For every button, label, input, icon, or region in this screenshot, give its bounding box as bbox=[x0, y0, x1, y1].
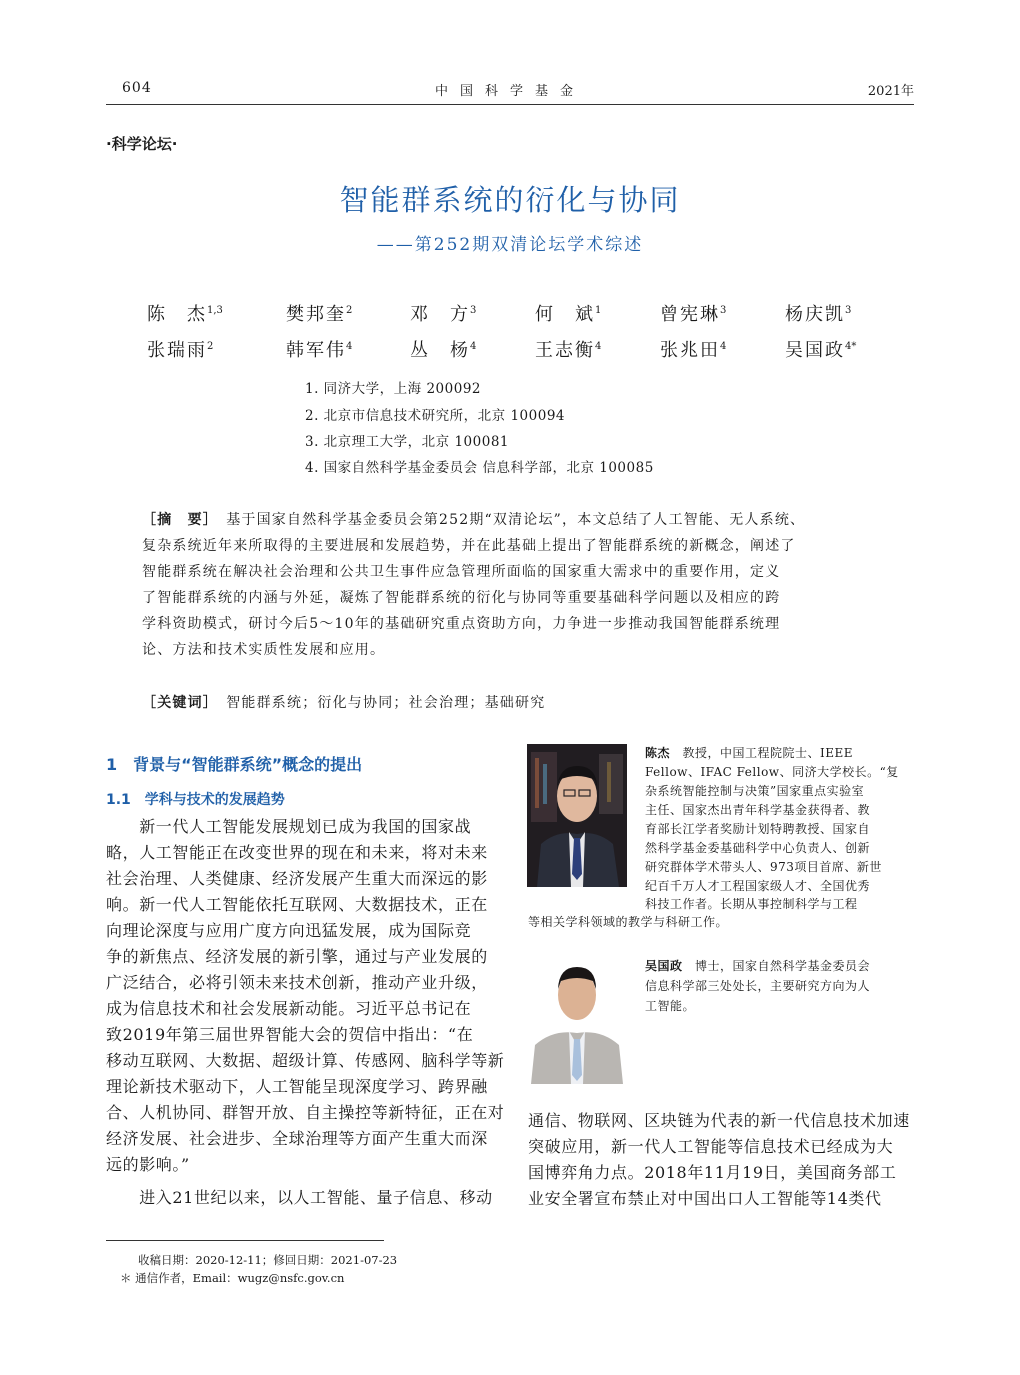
affiliation: 2. 北京市信息技术研究所，北京 100094 bbox=[305, 408, 565, 424]
footnote-rule bbox=[106, 1240, 384, 1241]
abstract-line: 智能群系统在解决社会治理和公共卫生事件应急管理所面临的国家重大需求中的重要作用，定义 bbox=[142, 564, 781, 580]
keywords-line bbox=[142, 692, 545, 712]
abstract-line: 学科资助模式，研讨今后5～10年的基础研究重点资助方向，力争进一步推动我国智能群系统理 bbox=[142, 616, 781, 632]
keywords-label: ［关键词］ bbox=[142, 695, 211, 711]
journal-name: 中国科学基金 bbox=[434, 84, 585, 99]
author: 张瑞雨$^2$ bbox=[147, 340, 214, 361]
keywords-text: 智能群系统；衍化与协同；社会治理；基础研究 bbox=[226, 695, 546, 711]
author: 曾宪琳$^3$ bbox=[660, 304, 727, 325]
author: 张兆田$^4$ bbox=[660, 340, 727, 361]
bio-line: 主任、国家杰出青年科学基金获得者、教 bbox=[645, 803, 871, 817]
bio-name: 吴国政 bbox=[645, 959, 683, 973]
abstract-line: 论、方法和技术实质性发展和应用。 bbox=[142, 642, 386, 658]
affiliation: 4. 国家自然科学基金委员会 信息科学部，北京 100085 bbox=[305, 460, 654, 476]
portrait-image bbox=[527, 953, 627, 1084]
abstract-line: ［摘 要］ 基于国家自然科学基金委员会第252期“双清论坛”，本文总结了人工智能、无人系统、 bbox=[142, 512, 806, 528]
body-line: 业安全署宣布禁止对中国出口人工智能等14类代 bbox=[528, 1189, 882, 1208]
bio-line: 杂系统智能控制与决策”国家重点实验室 bbox=[645, 784, 865, 798]
footnote: ＊ 通信作者，Email：wugz@nsfc.gov.cn bbox=[120, 1271, 345, 1285]
bio-line: 育部长江学者奖励计划特聘教授、国家自 bbox=[645, 822, 871, 836]
bio-name: 陈杰 bbox=[645, 746, 671, 760]
author-photo-chen bbox=[527, 744, 627, 887]
author: 杨庆凯$^3$ bbox=[785, 304, 852, 325]
author: 吴国政$^{4*}$ bbox=[785, 340, 857, 361]
body-line: 国博弈角力点。2018年11月19日，美国商务部工 bbox=[528, 1163, 897, 1182]
journal-year: 2021年 bbox=[867, 84, 914, 99]
bio-line: 吴国政 博士，国家自然科学基金委员会 bbox=[645, 959, 871, 973]
author-photo-wu bbox=[527, 953, 627, 1084]
body-line: 广泛结合，必将引领未来技术创新，推动产业升级， bbox=[106, 973, 488, 992]
affiliation: 3. 北京理工大学，北京 100081 bbox=[305, 434, 509, 450]
abstract-label: ［摘 要］ bbox=[142, 512, 211, 528]
body-line: 突破应用，新一代人工智能等信息技术已经成为大 bbox=[528, 1137, 894, 1156]
section-heading: 1 背景与“智能群系统”概念的提出 bbox=[106, 755, 363, 774]
body-line: 社会治理、人类健康、经济发展产生重大而深远的影 bbox=[106, 869, 488, 888]
author: 樊邦奎$^2$ bbox=[286, 304, 353, 325]
bio-line: 然科学基金委基础科学中心负责人、创新 bbox=[645, 841, 871, 855]
article-subtitle: ——第252期双清论坛学术综述 bbox=[376, 235, 644, 255]
bio-line: 等相关学科领域的教学与科研工作。 bbox=[528, 915, 729, 929]
author: 陈 杰$^{1,3}$ bbox=[147, 304, 223, 325]
body-line: 理论新技术驱动下，人工智能呈现深度学习、跨界融 bbox=[106, 1077, 488, 1096]
body-line: 略，人工智能正在改变世界的现在和未来，将对未来 bbox=[106, 843, 488, 862]
page-number: 604 bbox=[122, 80, 152, 96]
body-line: 向理论深度与应用广度方向迅猛发展，成为国际竞 bbox=[106, 921, 472, 940]
body-line: 远的影响。” bbox=[106, 1155, 190, 1174]
subsection-heading: 1.1 学科与技术的发展趋势 bbox=[106, 792, 285, 808]
body-line: 进入21世纪以来，以人工智能、量子信息、移动 bbox=[106, 1188, 493, 1207]
body-line: 争的新焦点、经济发展的新引擎，通过与产业发展的 bbox=[106, 947, 488, 966]
bio-line: 科技工作者。长期从事控制科学与工程 bbox=[645, 897, 858, 911]
bio-line: 工智能。 bbox=[645, 999, 696, 1013]
header-rule bbox=[106, 104, 914, 105]
footnote: 收稿日期：2020-12-11；修回日期：2021-07-23 bbox=[138, 1253, 398, 1267]
bio-line: 纪百千万人才工程国家级人才、全国优秀 bbox=[645, 879, 871, 893]
body-line: 响。新一代人工智能依托互联网、大数据技术，正在 bbox=[106, 895, 488, 914]
author: 何 斌$^1$ bbox=[535, 304, 602, 325]
body-line: 合、人机协同、群智开放、自主操控等新特征，正在对 bbox=[106, 1103, 505, 1122]
author: 丛 杨$^4$ bbox=[410, 340, 477, 361]
body-line: 成为信息技术和社会发展新动能。习近平总书记在 bbox=[106, 999, 472, 1018]
author: 韩军伟$^4$ bbox=[286, 340, 353, 361]
body-line: 通信、物联网、区块链为代表的新一代信息技术加速 bbox=[528, 1111, 910, 1130]
body-line: 移动互联网、大数据、超级计算、传感网、脑科学等新 bbox=[106, 1051, 505, 1070]
article-title: 智能群系统的衍化与协同 bbox=[339, 183, 681, 217]
affiliation: 1. 同济大学，上海 200092 bbox=[305, 381, 481, 397]
abstract-line: 了智能群系统的内涵与外延，凝炼了智能群系统的衍化与协同等重要基础科学问题以及相应的跨 bbox=[142, 590, 781, 606]
portrait-image bbox=[527, 744, 627, 887]
bio-line: 陈杰 教授，中国工程院院士、IEEE bbox=[645, 746, 854, 760]
author: 王志衡$^4$ bbox=[535, 340, 602, 361]
body-line: 新一代人工智能发展规划已成为我国的国家战 bbox=[106, 817, 472, 836]
author: 邓 方$^3$ bbox=[410, 304, 477, 325]
bio-line: 研究群体学术带头人、973项目首席、新世 bbox=[645, 860, 882, 874]
abstract-line: 复杂系统近年来所取得的主要进展和发展趋势，并在此基础上提出了智能群系统的新概念，阐述了 bbox=[142, 538, 796, 554]
section-tag: ·科学论坛· bbox=[106, 135, 178, 153]
body-line: 致2019年第三届世界智能大会的贺信中指出：“在 bbox=[106, 1025, 474, 1044]
bio-line: 信息科学部三处处长，主要研究方向为人 bbox=[645, 979, 871, 993]
body-line: 经济发展、社会进步、全球治理等方面产生重大而深 bbox=[106, 1129, 488, 1148]
bio-line: Fellow、IFAC Fellow、同济大学校长。“复 bbox=[645, 765, 899, 779]
